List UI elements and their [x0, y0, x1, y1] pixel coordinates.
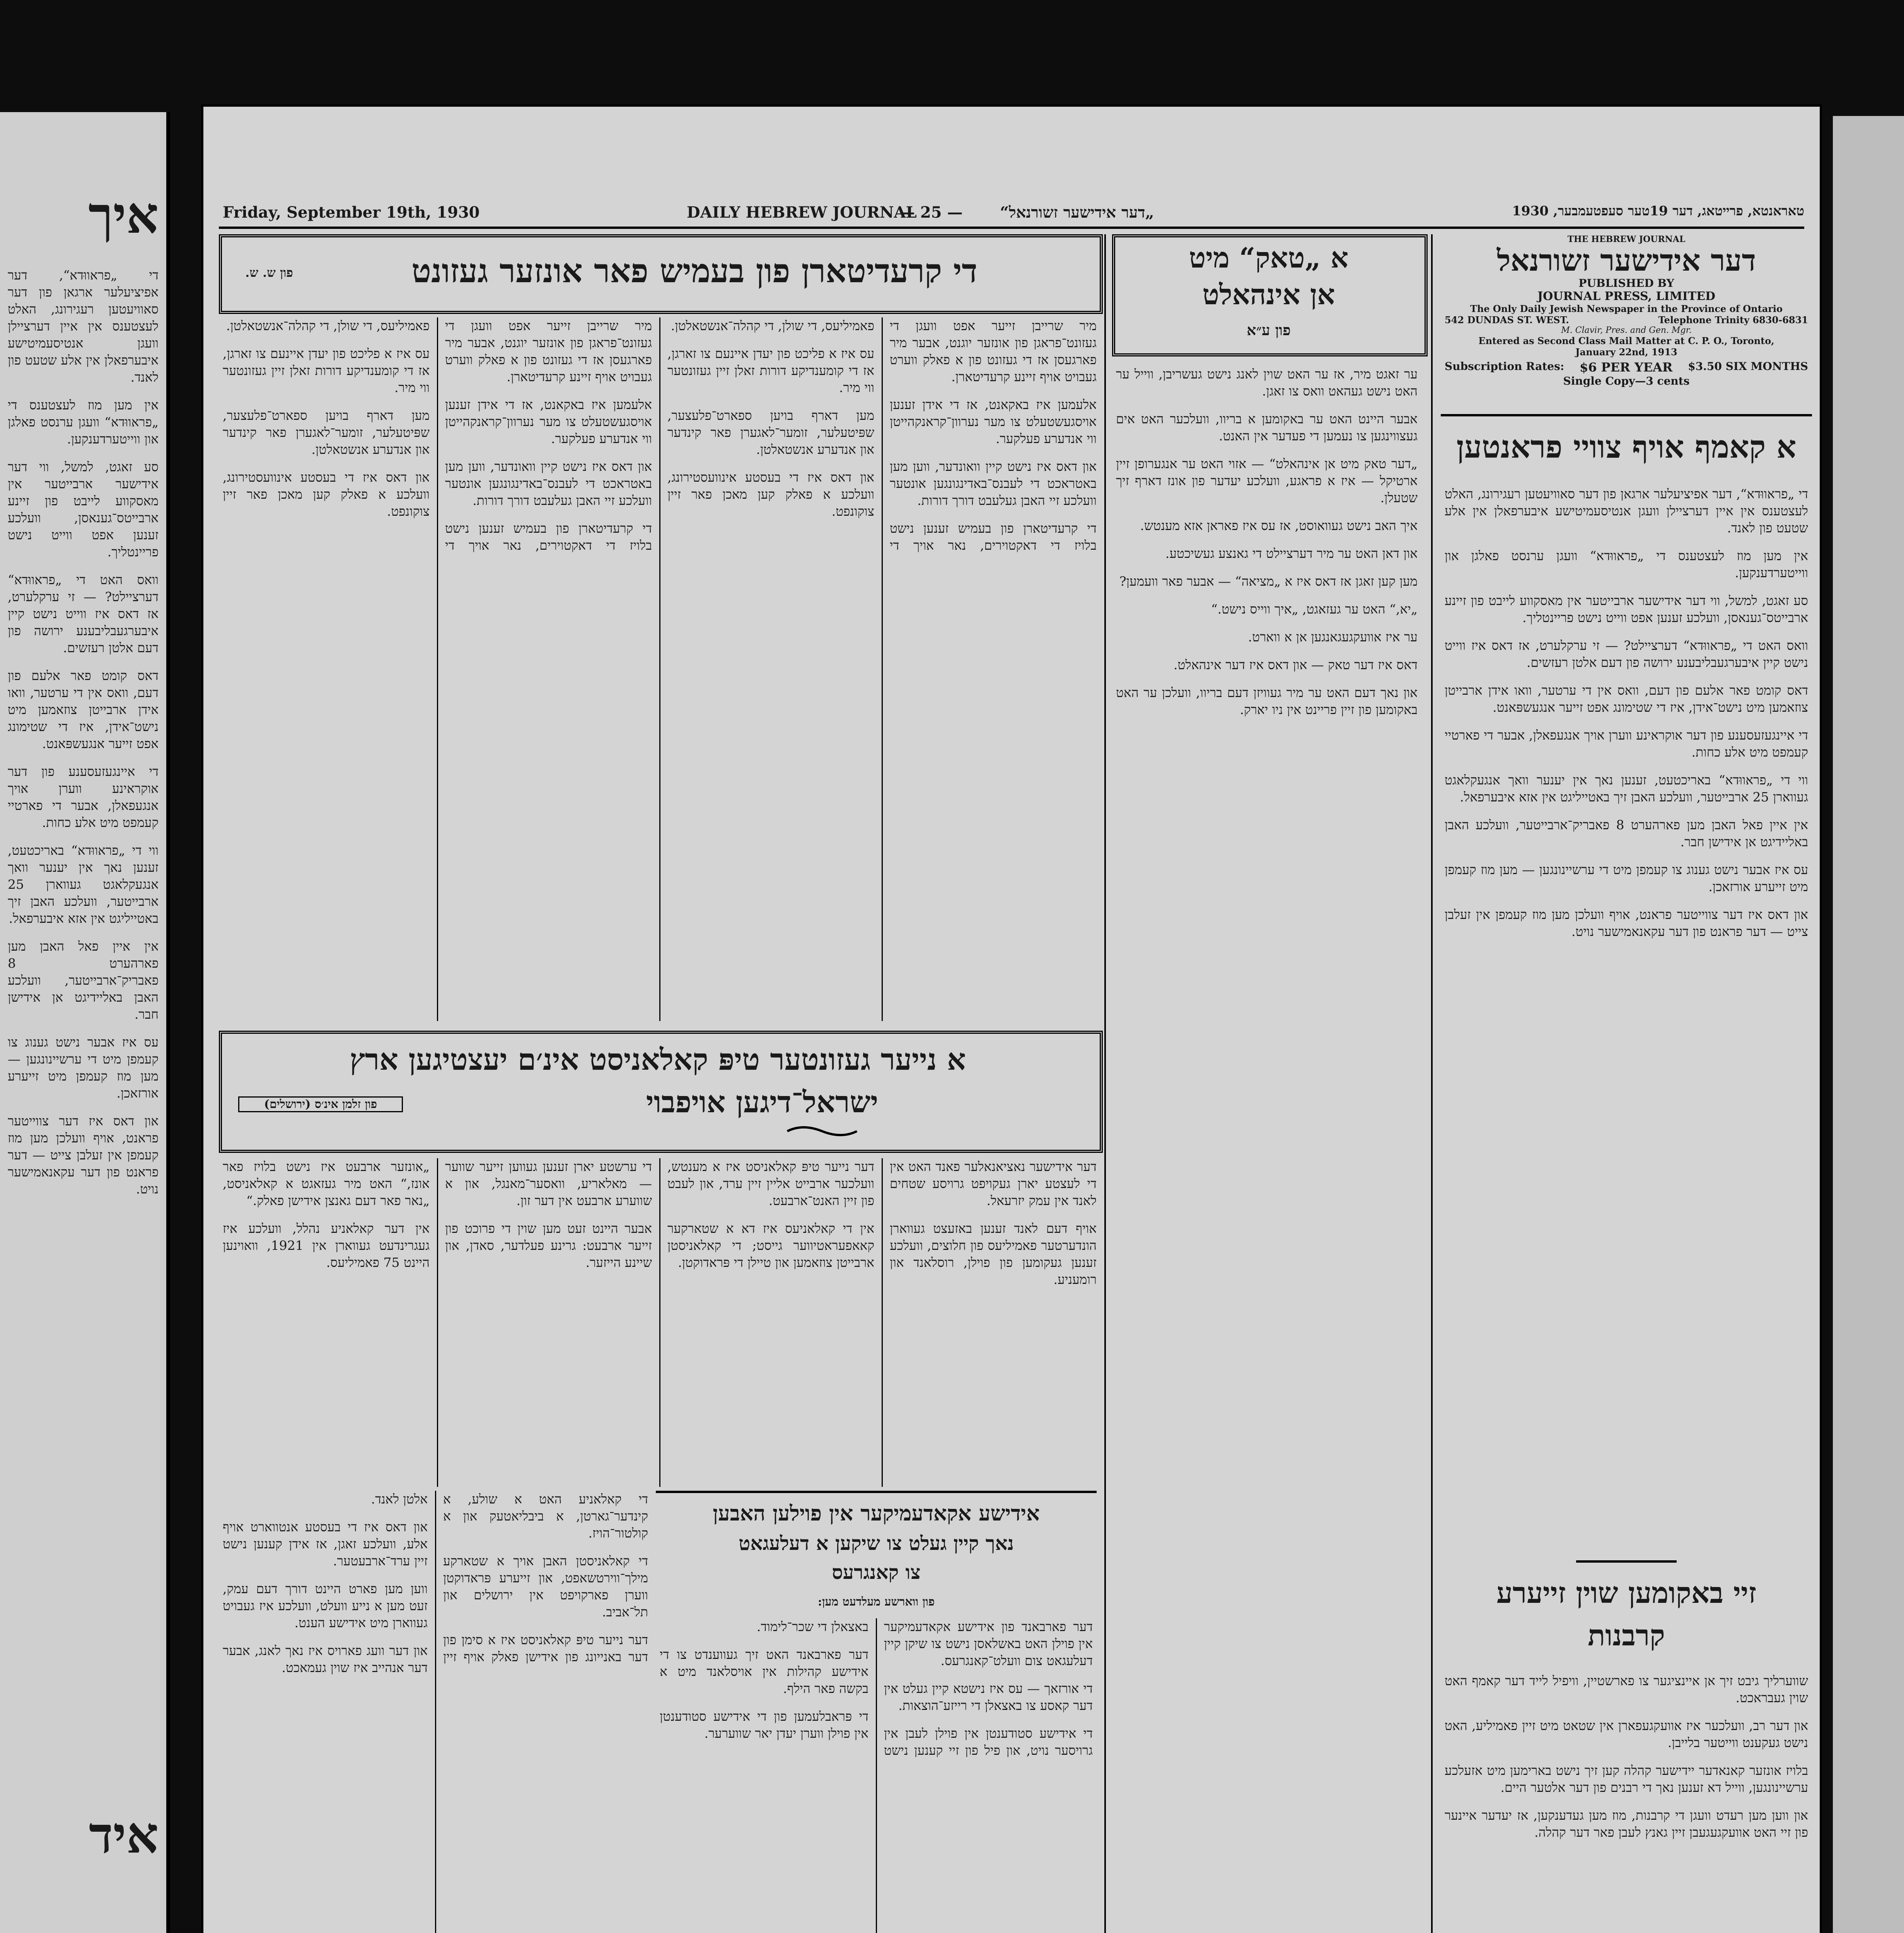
academy-headline-line1: אידישע אקאדעמיקער אין פוילען האבען — [713, 1501, 1040, 1526]
academy-top-rule — [656, 1491, 1097, 1493]
header-date-yiddish: טאראנטא, פרייטאג, דער 19טער סעפטעמבער, 1930 — [1512, 203, 1804, 219]
masthead-rates-label: Subscription Rates: — [1445, 360, 1564, 373]
colonist-byline: פון זלמן אינ׳ס (ירושלים) — [238, 1096, 403, 1112]
academy-headline-line3: צו קאנגרעס — [832, 1561, 921, 1584]
header-title-yiddish: „דער אידישער זשורנאל“ — [1000, 203, 1154, 222]
rabbis-headline: זיי באקומען שוין זייערע קרבנות — [1496, 1577, 1757, 1652]
creditors-article-body: מיר שרייבן זייער אפט וועגן די געזונט־פראגן פון אונזער יוגנט, אבער מיר פארגעסן אז די געזונט פון א פאלק ווערט געבויט אויף זיינע קרעדיטארן. אלעמען איז באקאנט, אז די אידן זענען אויסגעשטעלט צו מער נערוון־קראנקהייטן ווי אנדערע פעלקער. און דאס איז נישט קיין וואונדער, ווען מען באטראכט די לעבנס־באדינגונגען אונטער וועלכע זיי האבן געלעבט דורך דורות. די קרעדיטארן פון בעמיש זענען נישט בלויז די דאקטוירים, נאר אויך די פאמיליעס, די שולן, די קהלה־אנשטאלטן. עס איז א פליכט פון יעדן איינעם צו זארגן, אז די קומענדיקע דורות זאלן זיין געזונטער ווי מיר. מען דארף בויען ספארט־פלעצער, שפּיטעלער, זומער־לאגערן פאר קינדער און אנדערע אנשטאלטן. און דאס איז די בעסטע אינוועסטירונג, וועלכע א פאלק קען מאכן פאר זיין צוקונפט. מיר שרייבן זייער אפט וועגן די געזונט־פראגן פון אונזער יוגנט, אבער מיר פארגעסן אז די געזונט פון א פאלק ווערט געבויט אויף זיינע קרעדיטארן. אלעמען איז באקאנט, אז די אידן זענען אויסגעשטעלט צו מער נערוון־קראנקהייטן ווי אנדערע פעלקער. און דאס איז נישט קיין וואונדער, ווען מען באטראכט די לעבנס־באדינגונגען אונטער וועלכע זיי האבן געלעבט דורך דורות. די קרעדיטארן פון בעמיש זענען נישט בלויז די דאקטוירים, נאר אויך די פאמיליעס, די שולן, די קהלה־אנשטאלטן. עס איז א פליכט פון יעדן איינעם צו זארגן, אז די קומענדיקע דורות זאלן זיין געזונטער ווי מיר. מען דארף בויען ספארט־פלעצער, שפּיטעלער, זומער־לאגערן פאר קינדער און אנדערע אנשטאלטן. און דאס איז די בעסטע אינוועסטירונג, וועלכע א פאלק קען מאכן פאר זיין צוקונפט. — [223, 318, 1097, 553]
masthead-single-copy: Single Copy—3 cents — [1563, 375, 1690, 387]
tak-byline: פון ע״א — [1247, 321, 1291, 339]
academy-byline: פון ווארשע מעלדעט מען: — [817, 1595, 935, 1609]
left-column-text: די „פראווּדא“, דער אפיציעלער ארגאן פון דער סאוויעטען רעגירונג, האלט לעצטענס אין איין דערציילן וועגן אנטיסעמיטישע איבערפאלן אין אלע שטעט פון לאנד. אין מען מוז לעצטענס די „פראווּדא“ וועגן ערנסט פאלגן און ווייטערדענקען. סע זאגט, למשל, ווי דער אידישער ארבייטער אין מאסקווע לייבט פון זיינע ארבייטס־גענאסן, וועלכע זענען אפט ווייט נישט פריינטליך. וואס האט די „פראווּדא“ דערציילט? — זי ערקלערט, אז דאס איז ווייט נישט קיין איבערגעבליבענע ירושה פון דעם אלטן רעזשים. דאס קומט פאר אלעם פון דעם, וואס אין די ערטער, וואו אידן ארבייטן צוזאמען מיט נישט־אידן, איז די שטימונג אפט זייער אנגעשפּאנט. די איינגעזעסענע פון דער אוקראינע ווערן אויך אנגעפאלן, אבער די פארטיי קעמפט מיט אלע כחות. ווי די „פראווּדא“ באריכטעט, זענען נאך אין יענער וואך אנגעקלאגט געווארן 25 ארבייטער, וועלכע האבן זיך באטייליגט אין אזא איבערפאל. אין איין פאל האבן מען פארהערט 8 פאבריק־ארבייטער, וועלכע האבן באליידיגט אן אידישן חבר. עס איז אבער נישט גענוג צו קעמפן מיט די ערשיינונגען — מען מוז קעמפן מיט זייערע אורזאכן. און דאס איז דער צווייטער פראנט, אויף וועלכן מען מוז קעמפן אין זעלבן צייט — דער פראנט פון דער עקאנאמישער נויט. — [8, 268, 159, 1197]
right-page-edge — [1833, 116, 1904, 1933]
header-title-english: DAILY HEBREW JOURNAL — [687, 203, 917, 222]
masthead-officers: M. Clavir, Pres. and Gen. Mgr. — [1561, 326, 1692, 335]
masthead-address: 542 DUNDAS ST. WEST. — [1445, 314, 1569, 326]
masthead-telephone: Telephone Trinity 6830-6831 — [1658, 314, 1808, 326]
academy-article-body: דער פארבאנד פון אידישע אקאדעמיקער אין פוילן האט באשלאסן נישט צו שיקן קיין דעלעגאט צום וועלט־קאנגרעס. די אורזאך — עס איז נישטא קיין געלט אין דער קאסע צו באצאלן די רייזע־הוצאות. די אידישע סטודענטן אין פוילן לעבן אין גרויסער נויט, און פיל פון זיי קענען נישט באצאלן די שכר־לימוד. דער פארבאנד האט זיך געווענדט צו די אידישע קהילות אין אויסלאנד מיט א בקשה פאר הילף. די פּראבלעמען פון די אידישע סטודענטן אין פוילן ווערן יעדן יאר שווערער. — [660, 1619, 1093, 1758]
masthead-entered: Entered as Second Class Mail Matter at C. P. O., Toronto, — [1478, 335, 1774, 346]
masthead-tagline: The Only Daily Jewish Newspaper in the Province of Ontario — [1470, 303, 1783, 314]
campaign-article-body: די „פראווּדא“, דער אפיציעלער ארגאן פון דער סאוויעטען רעגירונג, האלט לעצטענס אין איין דערציילן וועגן אנטיסעמיטישע איבערפאלן אין אלע שטעט פון לאנד. אין מען מוז לעצטענס די „פראווּדא“ וועגן ערנסט פאלגן און ווייטערדענקען. סע זאגט, למשל, ווי דער אידישער ארבייטער אין מאסקווע לייבט פון זיינע ארבייטס־גענאסן, וועלכע זענען אפט ווייט נישט פריינטליך. וואס האט די „פראווּדא“ דערציילט? — זי ערקלערט, אז דאס איז ווייט נישט קיין איבערגעבליבענע ירושה פון דעם אלטן רעזשים. דאס קומט פאר אלעם פון דעם, וואס אין די ערטער, וואו אידן ארבייטן צוזאמען מיט נישט־אידן, איז די שטימונג אפט זייער אנגעשפּאנט. די איינגעזעסענע פון דער אוקראינע ווערן אויך אנגעפאלן, אבער די פארטיי קעמפט מיט אלע כחות. ווי די „פראווּדא“ באריכטעט, זענען נאך אין יענער וואך אנגעקלאגט געווארן 25 ארבייטער, וועלכע האבן זיך באטייליגט אין אזא איבערפאל. אין איין פאל האבן מען פארהערט 8 פאבריק־ארבייטער, וועלכע האבן באליידיגט אן אידישן חבר. עס איז אבער נישט גענוג צו קעמפן מיט די ערשיינונגען — מען מוז קעמפן מיט זייערע אורזאכן. און דאס איז דער צווייטער פראנט, אויף וועלכן מען מוז קעמפן אין זעלבן צייט — דער פראנט פון דער עקאנאמישער נויט. — [1445, 486, 1808, 939]
tak-headline-line2: אן אינהאלט — [1202, 278, 1335, 311]
newspaper-page — [201, 104, 1822, 1933]
colonist-headline-line2: ישראל־דיגען אויפבוי — [646, 1085, 879, 1119]
campaign-end-rule — [1576, 1560, 1677, 1563]
masthead-rate-year: $6 PER YEAR — [1579, 360, 1673, 375]
left-headline-fragment: איך — [88, 186, 159, 245]
ornament-icon — [783, 1123, 861, 1139]
colonist-article-body-continued: די קאלאניע האט א שולע, א קינדער־גארטן, א ביבליאטעק און א קולטור־הויז. די קאלאניסטן האבן אויך א שטארקע מילך־ווירטשאפט, און זייערע פּראדוקטן ווערן פארקויפט אין ירושלים און תל־אביב. דער נייער טיפּ קאלאניסט איז א סימן פון דער באנייונג פון אידישן פאלק אויף זיין אלטן לאנד. און דאס איז די בעסטע אנטווארט אויף אלע, וועלכע זאגן, אז אידן קענען נישט זיין ערד־ארבעטער. ווען מען פארט היינט דורך דעם עמק, זעט מען א נייע וועלט, וועלכע איז געבויט געווארן מיט אידישע הענט. און דער וועג פארויס איז נאך לאנג, אבער דער אנהייב איז שוין געמאכט. — [223, 1492, 648, 1675]
masthead-published-by: PUBLISHED BY — [1578, 277, 1674, 290]
tak-headline-line1: א „טאק“ מיט — [1189, 241, 1349, 274]
campaign-headline: א קאמף אויף צוויי פראנטען — [1456, 429, 1797, 465]
header-page-number: — 25 — — [899, 203, 963, 222]
masthead-date-entered: January 22nd, 1913 — [1575, 346, 1677, 358]
rabbis-article-body: שווערליך גיבט זיך אן איינציגער צו פארשטיין, וויפיל לייד דער קאמף האט שוין געבראכט. און דער רב, וועלכער איז אוועקגעפארן אין שטאט מיט זיין פאמיליע, האט נישט געקענט ווייטער בלייבן. בלויז אונזער קאנאדער יידישער קהלה קען זיך נישט בארימען מיט אזעלכע ערשיינונגען, ווייל דא זענען נאך די רבנים פון דער אלטער היים. און ווען מען רעדט וועגן די קרבנות, מוז מען געדענקען, אז יעדער איינער פון זיי האט אוועקגעגעבן זיין גאנץ לעבן פאר דער קהלה. — [1445, 1673, 1808, 1840]
column-divider-two — [1104, 234, 1106, 1933]
masthead-yiddish-name: דער אידישער זשורנאל — [1496, 243, 1756, 278]
colonist-article-body: דער אידישער נאציאנאלער פאנד האט אין די לעצטע יארן געקויפט גרויסע שטחים לאנד אין עמק יזרעאל. אויף דעם לאנד זענען באזעצט געווארן הונדערטער פאמיליעס פון חלוצים, וועלכע זענען געקומען פון פוילן, רוסלאנד און רומעניע. דער נייער טיפּ קאלאניסט איז א מענטש, וועלכער ארבייט אליין זיין ערד, און לעבט פון זיין האנט־ארבעט. אין די קאלאניעס איז דא א שטארקער קאאפעראטיווער גייסט; די קאלאניסטן ארבייטן צוזאמען און טיילן די פּראדוקטן. די ערשטע יארן זענען געווען זייער שווער — מאלאריע, וואסער־מאנגל, און א שווערע ארבעט אין דער זון. אבער היינט זעט מען שוין די פרוכט פון זייער ארבעט: גרינע פעלדער, סאדן, און שיינע הייזער. „אונזער ארבעט איז נישט בלויז פאר אונז,“ האט מיר געזאגט א קאלאניסט, „נאר פאר דעם גאנצן אידישן פאלק.“ אין דער קאלאניע נהלל, וועלכע איז געגרינדעט געווארן אין 1921, וואוינען היינט 75 פאמיליעס. — [223, 1159, 1097, 1287]
creditors-headline: די קרעדיטארן פון בעמיש פאר אונזער געזונט — [411, 252, 978, 290]
left-headline-fragment-two: איד — [89, 1805, 159, 1865]
masthead-rate-six-months: $3.50 SIX MONTHS — [1688, 360, 1808, 373]
creditors-byline: פון ש. ש. — [245, 265, 293, 280]
masthead-company: JOURNAL PRESS, LIMITED — [1537, 290, 1716, 303]
column-divider — [1431, 234, 1433, 1933]
colonist-headline-line1: א נייער געזונטער טיפּ קאלאניסט אינ׳ם יעצטיגען ארץ — [350, 1042, 966, 1077]
masthead — [1441, 234, 1812, 408]
header-rule — [219, 227, 1804, 229]
tak-article-body: ער זאגט מיר, אז ער האט שוין לאנג נישט געשריבן, ווייל ער האט נישט געהאט וואס צו זאגן. אבער היינט האט ער באקומען א בריוו, וועלכער האט אים געצווינגען צו נעמען די פעדער אין האנט. „דער טאק מיט אן אינהאלט“ — אזוי האט ער אנגערופן זיין ארטיקל — איז א פראגע, וועלכע יעדער פון אונז דארף זיך שטעלן. איך האב נישט געוואוסט, אז עס איז פאראן אזא מענטש. און דאן האט ער מיר דערציילט די גאנצע געשיכטע. מען קען זאגן אז דאס איז א „מציאה“ — אבער פאר וועמען? „יא,“ האט ער געזאגט, „איך ווייס נישט.“ ער איז אוועקגעגאנגען אן א ווארט. דאס איז דער טאק — און דאס איז דער אינהאלט. און נאך דעם האט ער מיר געוויזן דעם בריוו, וועלכן ער האט באקומען פון זיין פריינט אין ניו יארק. — [1116, 366, 1418, 717]
academy-headline-line2: נאך קיין געלט צו שיקען א דעלעגאט — [739, 1532, 1014, 1555]
masthead-rule — [1441, 414, 1812, 416]
masthead-small-label: THE HEBREW JOURNAL — [1567, 234, 1686, 244]
left-facing-page — [0, 112, 170, 1933]
header-date-english: Friday, September 19th, 1930 — [223, 203, 480, 222]
